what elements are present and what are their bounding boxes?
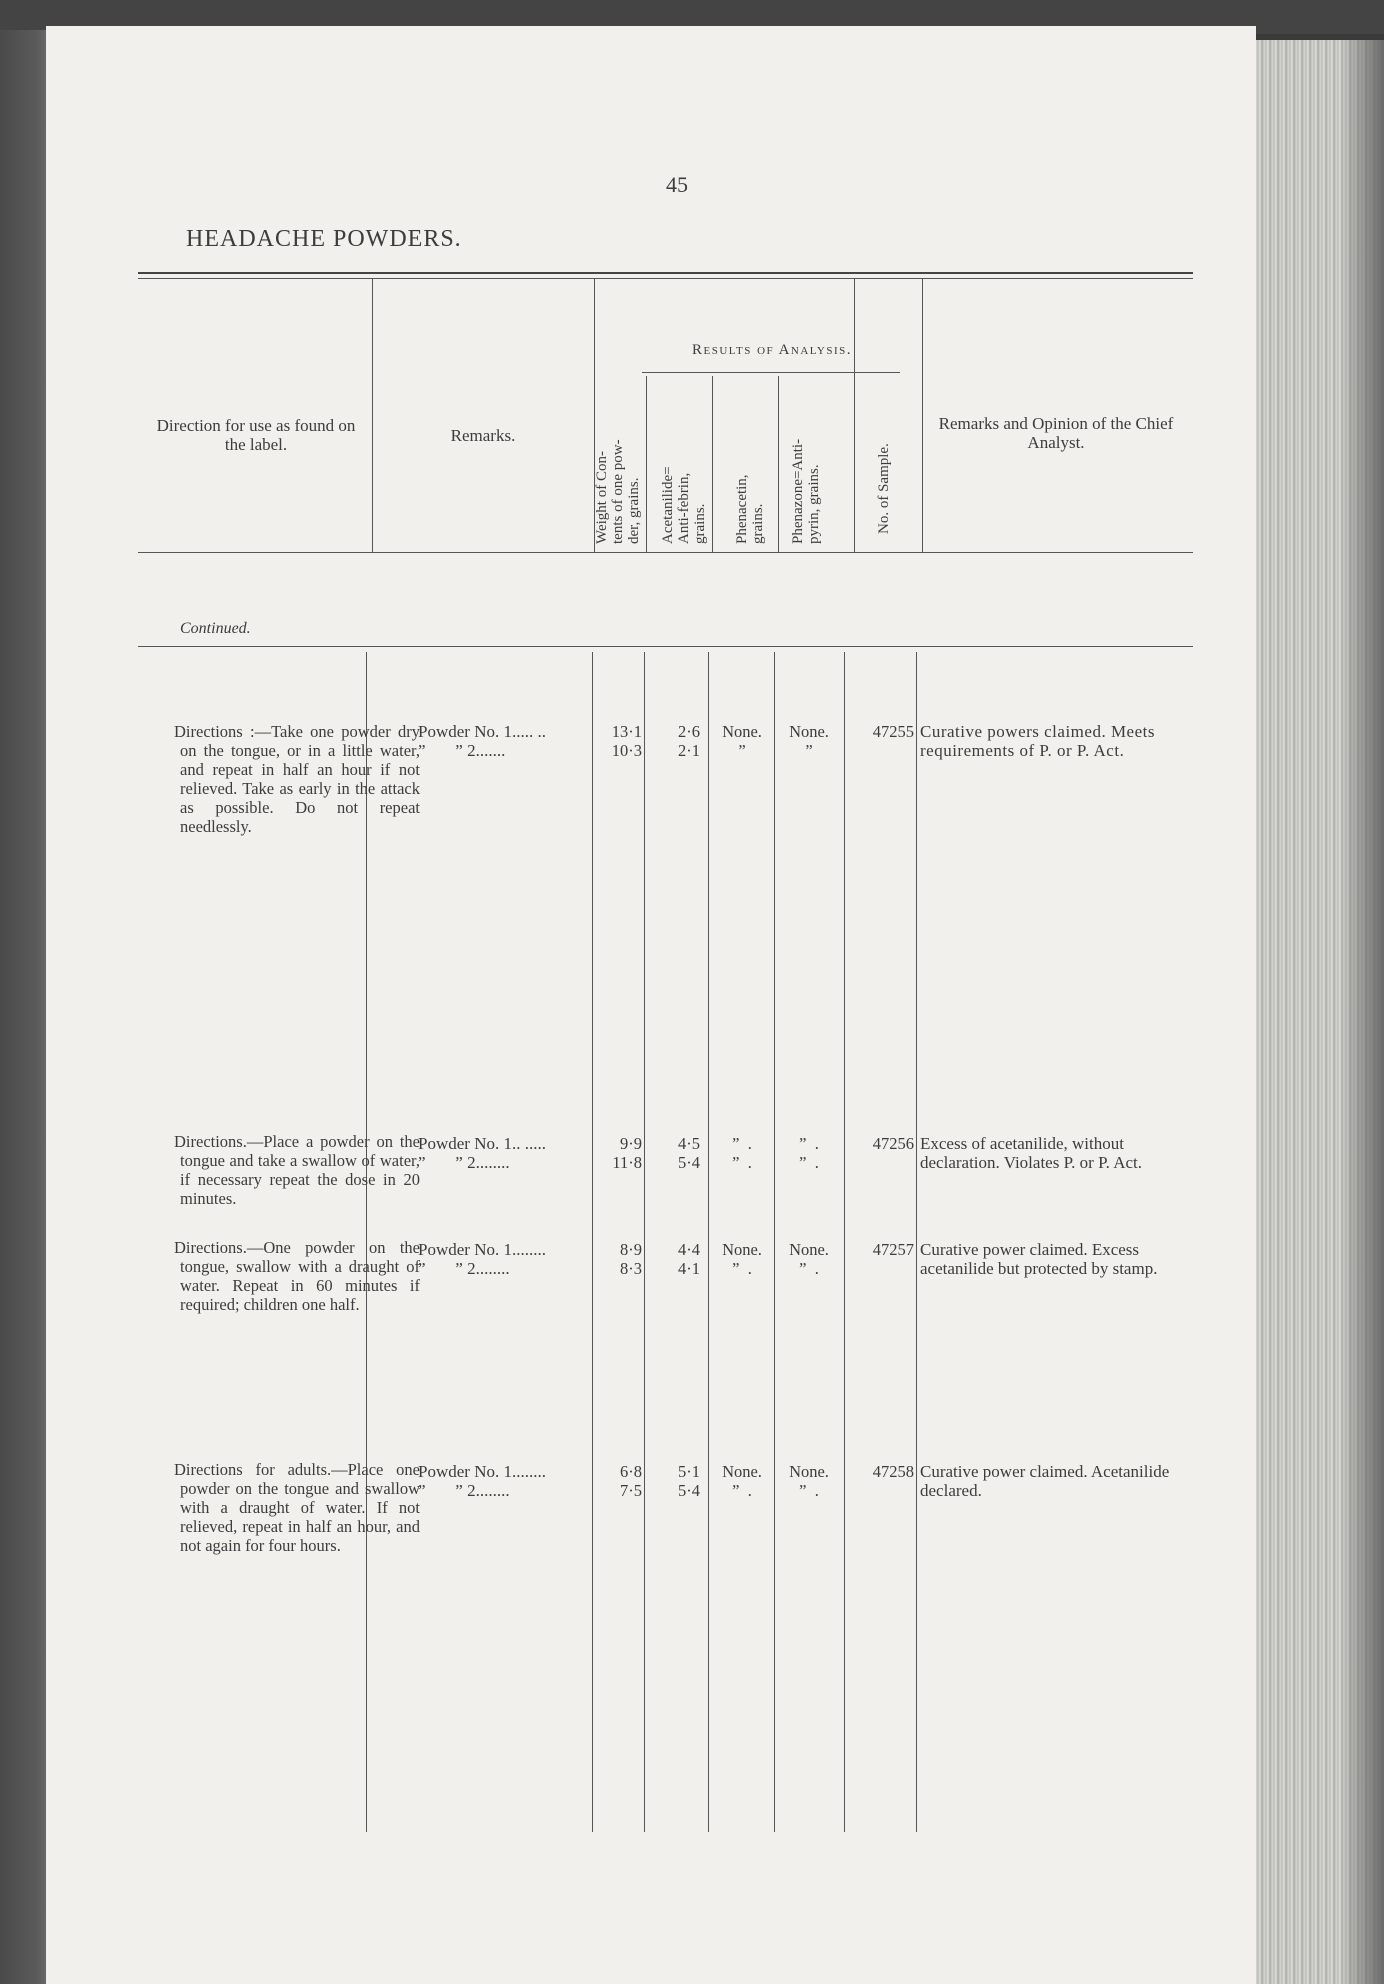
body-col-line <box>844 652 845 1832</box>
value: ” . <box>799 1134 819 1153</box>
row-acetanilide <box>648 1462 700 1500</box>
header-acetanilide: Acetanilide= Anti-febrin, grains. <box>660 466 708 544</box>
value: None. <box>789 722 829 741</box>
header-bottom-rule <box>138 552 1193 553</box>
remarks-line: Powder No. 1........ <box>418 1240 546 1259</box>
value: 8·9 <box>620 1240 642 1259</box>
header-weight: Weight of Con- tents of one pow- der, grains. <box>594 439 642 544</box>
page-number: 45 <box>666 172 688 197</box>
row-sample-number: 47257 <box>872 1240 914 1259</box>
value: ” <box>805 741 813 760</box>
value: ” <box>738 741 746 760</box>
value: 8·3 <box>620 1259 642 1278</box>
header-col-line <box>372 278 373 552</box>
remarks-line: ” ” 2....... <box>418 741 506 760</box>
header-col-line <box>854 278 855 552</box>
row-weight <box>598 1240 642 1278</box>
value: 10·3 <box>611 741 642 760</box>
remarks-line: Powder No. 1.. ..... <box>418 1134 546 1153</box>
header-opinion: Remarks and Opinion of the Chief Analyst. <box>938 414 1174 452</box>
row-direction: Directions.—One powder on the tongue, swallow with a draught of water. Repeat in 60 minutes if required; children one half. <box>174 1238 420 1314</box>
body-col-line <box>774 652 775 1832</box>
value: None. <box>789 1462 829 1481</box>
remarks-line: Powder No. 1........ <box>418 1462 546 1481</box>
row-phenazone <box>776 1134 842 1172</box>
row-weight <box>598 1462 642 1500</box>
row-phenacetin <box>710 722 774 760</box>
value: 2·6 <box>678 722 700 741</box>
body-col-line <box>708 652 709 1832</box>
value: 5·4 <box>678 1481 700 1500</box>
results-header-rule <box>642 372 900 373</box>
value: ” . <box>732 1134 752 1153</box>
body-col-line <box>916 652 917 1832</box>
header-sample-number: No. of Sample. <box>876 443 892 534</box>
header-phenazone: Phenazone=Anti- pyrin, grains. <box>790 438 822 544</box>
remarks-line: ” ” 2........ <box>418 1153 510 1172</box>
row-opinion: Curative power claimed. Excess acetanilide but protected by stamp. <box>920 1240 1158 1278</box>
value: ” . <box>799 1481 819 1500</box>
row-sample-number: 47258 <box>872 1462 914 1481</box>
row-weight <box>598 722 642 760</box>
row-direction: Directions :—Take one powder dry on the tongue, or in a little water, and repeat in half an hour if not relieved. Take as early in the attack as possible. Do not repeat needlessly. <box>174 722 420 836</box>
header-col-line <box>712 376 713 552</box>
value: ” . <box>732 1153 752 1172</box>
value: 11·8 <box>612 1153 642 1172</box>
row-phenazone <box>776 722 842 760</box>
value: 9·9 <box>620 1134 642 1153</box>
header-remarks: Remarks. <box>450 426 516 445</box>
value: ” . <box>799 1153 819 1172</box>
document-page <box>46 26 1256 1984</box>
page-title: HEADACHE POWDERS. <box>186 226 462 252</box>
table-top-rule-thin <box>138 278 1193 279</box>
value: 7·5 <box>620 1481 642 1500</box>
header-col-line <box>778 376 779 552</box>
row-phenacetin <box>710 1462 774 1500</box>
header-direction: Direction for use as found on the label. <box>156 416 356 454</box>
row-sample-number: 47255 <box>872 722 914 741</box>
value: ” . <box>732 1259 752 1278</box>
value: None. <box>722 722 762 741</box>
remarks-line: ” ” 2........ <box>418 1481 510 1500</box>
row-sample-number: 47256 <box>872 1134 914 1153</box>
row-opinion: Curative powers claimed. Meets requirements of P. or P. Act. <box>920 722 1155 760</box>
value: None. <box>722 1462 762 1481</box>
row-phenazone <box>776 1462 842 1500</box>
row-remarks <box>418 722 628 760</box>
row-remarks <box>418 1240 628 1278</box>
row-phenazone <box>776 1240 842 1278</box>
header-phenacetin: Phenacetin, grains. <box>734 474 766 544</box>
header-col-line <box>922 278 923 552</box>
row-direction: Directions.—Place a powder on the tongue and take a swallow of water, if necessary repeat the dose in 20 minutes. <box>174 1132 420 1208</box>
row-phenacetin <box>710 1134 774 1172</box>
value: 6·8 <box>620 1462 642 1481</box>
body-col-line <box>644 652 645 1832</box>
row-opinion: Excess of acetanilide, without declaration. Violates P. or P. Act. <box>920 1134 1142 1172</box>
row-weight <box>598 1134 642 1172</box>
table-top-rule <box>138 272 1193 274</box>
value: 4·1 <box>678 1259 700 1278</box>
page-edges <box>1240 40 1384 1984</box>
value: None. <box>789 1240 829 1259</box>
continued-label: Continued. <box>180 620 251 637</box>
row-acetanilide <box>648 1134 700 1172</box>
value: 5·1 <box>678 1462 700 1481</box>
remarks-line: Powder No. 1..... .. <box>418 722 546 741</box>
row-acetanilide <box>648 722 700 760</box>
value: None. <box>722 1240 762 1259</box>
continued-rule <box>138 646 1193 647</box>
value: 13·1 <box>611 722 642 741</box>
value: ” . <box>799 1259 819 1278</box>
value: ” . <box>732 1481 752 1500</box>
row-remarks <box>418 1134 628 1172</box>
row-acetanilide <box>648 1240 700 1278</box>
remarks-line: ” ” 2........ <box>418 1259 510 1278</box>
value: 4·4 <box>678 1240 700 1259</box>
header-results-of-analysis: Results of Analysis. <box>692 342 852 358</box>
row-remarks <box>418 1462 628 1500</box>
value: 5·4 <box>678 1153 700 1172</box>
row-direction: Directions for adults.—Place one powder on the tongue and swallow with a draught of water. If not relieved, repeat in half an hour, and not again for four hours. <box>174 1460 420 1555</box>
row-phenacetin <box>710 1240 774 1278</box>
value: 4·5 <box>678 1134 700 1153</box>
header-col-line <box>646 376 647 552</box>
row-opinion: Curative power claimed. Acetanilide declared. <box>920 1462 1170 1500</box>
value: 2·1 <box>678 741 700 760</box>
